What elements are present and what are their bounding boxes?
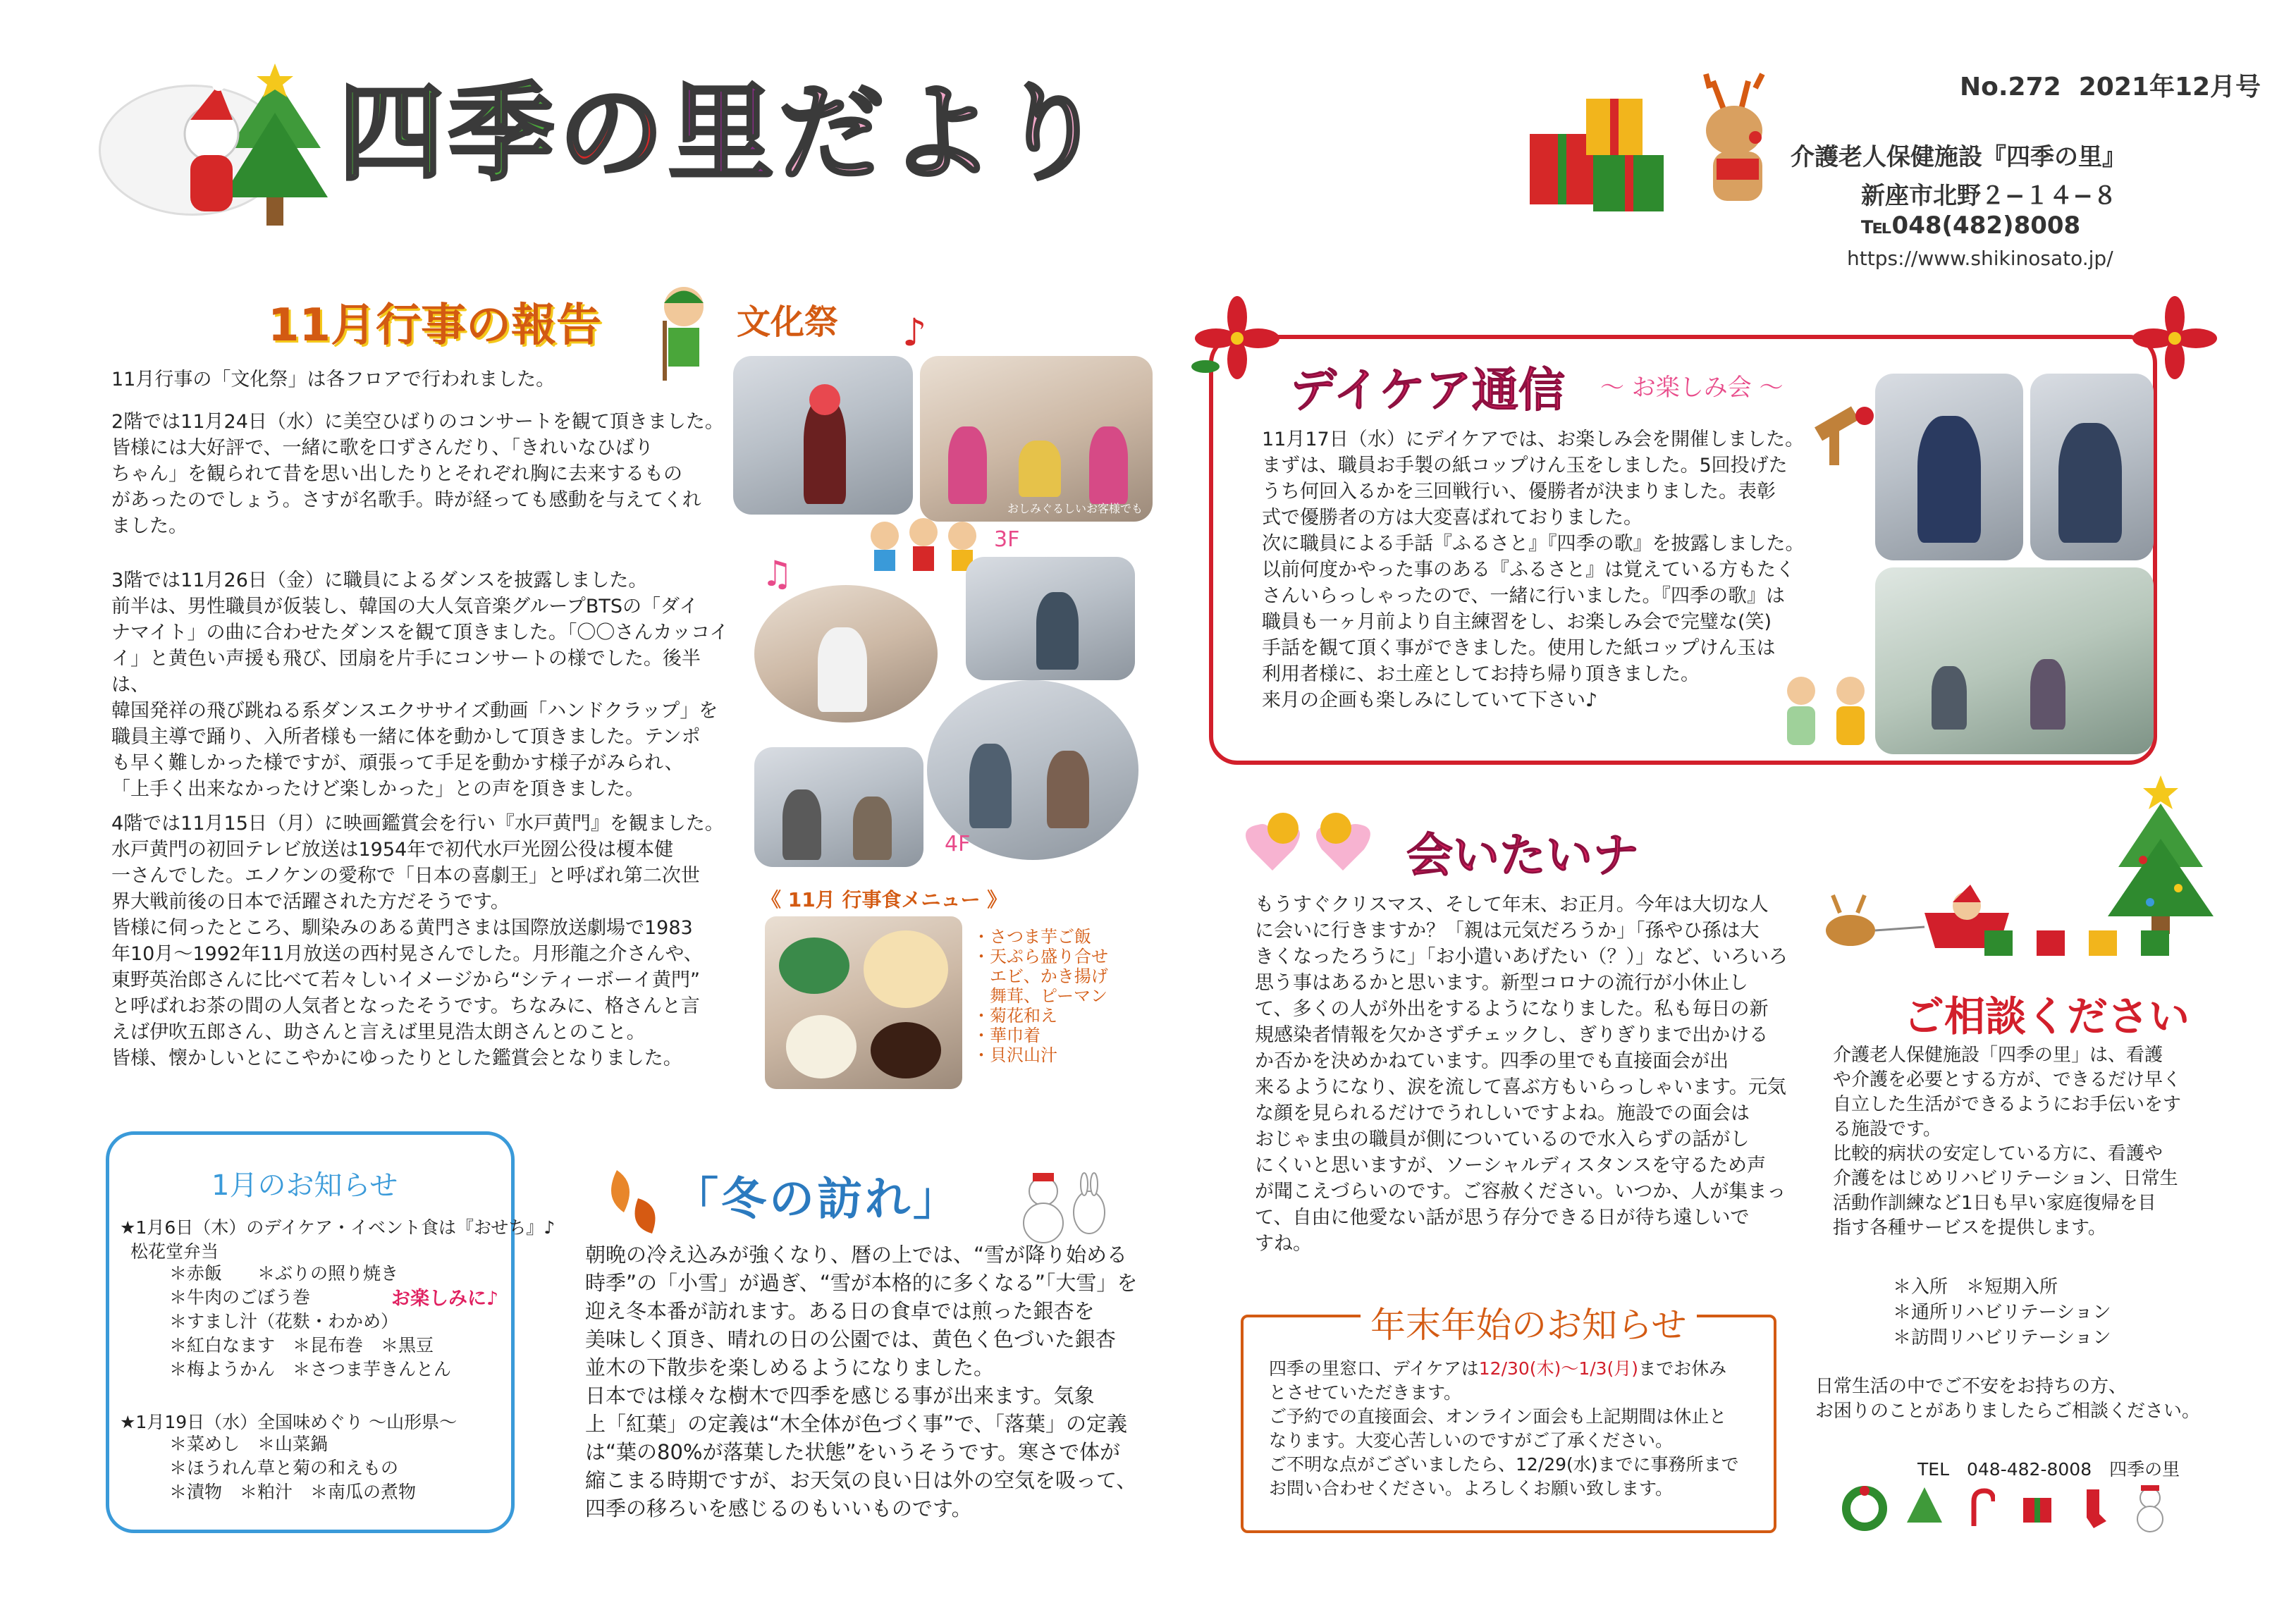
poinsettia-right-icon (2129, 296, 2221, 388)
autumn-leaves-icon (596, 1163, 673, 1241)
photo-4f-movie (754, 747, 923, 867)
service-item: ＊通所リハビリテーション (1893, 1302, 2111, 1323)
title-char-2: 季 (448, 73, 559, 195)
issue-number: No.272 2021年12月号 (1960, 73, 2261, 102)
facility-address: 新座市北野２−１４−８ (1861, 182, 2117, 210)
year-end-body: とさせていただきます。 ご予約での直接面会、オンライン面会も上記期間は休止と なります。大変心苦しいのですがご了承ください。 ご不明な点がございましたら、12/29(水)までに事務所まで お問い合わせください。よろしくお願い致します。 (1269, 1382, 1739, 1499)
photo-2f-concert (733, 356, 913, 515)
aitaina-title: 会いたいナ (1406, 828, 1639, 883)
facility-name: 介護老人保健施設『四季の里』 (1791, 143, 2126, 171)
title-char-3: の (558, 73, 669, 195)
november-paragraph-3: 3階では11月26日（金）に職員によるダンスを披露しました。 前半は、男性職員が仮装し、韓国の大人気音楽グループBTSの「ダイ ナマイト」の曲に合わせたダンスを観て頂きました。「〇〇さんカッコイ イ」と黄色い声援も飛び、団扇を片手にコンサートの様でした。後半は、 韓国発祥の飛び跳ねる系ダンスエクササイズ動画「ハンドクラップ」を 職員主導で踊り、入所者様も一緒に体を動かして頂きました。テンポ も早く難しかった様ですが、頑張って手足を動かす様子がみられ、 「上手く出来なかったけど楽しかった」との声を頂きました。 (111, 570, 729, 800)
january-yamagata-list (169, 1432, 416, 1504)
bears-hearts-illustration (1237, 800, 1392, 885)
photo-menu-meal (765, 916, 962, 1089)
photo-3f-residents (754, 585, 938, 723)
daycare-body: 11月17日（水）にデイケアでは、お楽しみ会を開催しました。 まずは、職員お手製の紙コップけん玉をしました。5回投げた うち何回入るかを三回戦行い、優勝者が決まりました。表彰 式で優勝者の方は大変喜ばれておりました。 次に職員による手話『ふるさと』『四季の歌』を披露しました。 以前何度かやった事のある『ふるさと』は覚えている方もたく さんいらっしゃったので、一緒に行いました。『四季の歌』は 職員も一ヶ月前より自主練習をし、お楽しみ会で完璧な(笑) 手話を観て頂く事ができました。使用した紙コップけん玉は 利用者様に、お土産としてお持ち帰り頂きました。 来月の企画も楽しみにしていて下さい♪ (1262, 429, 1805, 711)
floor-label-3f: 3F (994, 527, 1020, 552)
list-item: ＊漬物 ＊粕汁 ＊南瓜の煮物 (169, 1482, 417, 1502)
fun-callout: お楽しみに♪ (391, 1288, 499, 1310)
photo-daycare-1 (1875, 374, 2023, 560)
wreath-icon (1840, 1484, 1889, 1533)
gift-boxes-illustration (1523, 85, 1678, 219)
consult-title: ご相談ください (1903, 992, 2190, 1040)
daycare-subtitle: 〜 お楽しみ会 〜 (1600, 374, 1784, 402)
list-item: ＊梅ようかん ＊さつま芋きんとん (169, 1359, 452, 1379)
photo-daycare-2 (2030, 374, 2154, 560)
sign-language-people-illustration (1776, 670, 1875, 761)
service-item: ＊訪問リハビリテーション (1893, 1327, 2111, 1348)
january-notice-title: 1月のお知らせ (211, 1169, 398, 1202)
january-notice-line2: 松花堂弁当 (130, 1241, 219, 1262)
music-notes-pink-icon: ♫ (761, 553, 793, 594)
consult-tel: TEL 048-482-8008 四季の里 (1917, 1459, 2180, 1480)
november-paragraph-2: 2階では11月24日（水）に美空ひばりのコンサートを観て頂きました。 皆様には大好評で、一緒に歌を口ずさんだり、「きれいなひばり ちゃん」を観られて昔を思い出したりとそれぞれ胸に去来するもの があったのでしょう。さすが名歌手。時が経っても感動を与えてくれ ました。 (111, 411, 724, 537)
menu-title: 《 11月 行事食メニュー 》 (761, 888, 1007, 911)
children-illustration (864, 511, 983, 574)
menu-item: ・貝沢山汁 (973, 1045, 1057, 1065)
candy-icon (1967, 1487, 1995, 1530)
title-char-6: よ (888, 73, 999, 195)
snowman-small-icon (2132, 1484, 2168, 1533)
menu-item: ・天ぷら盛り合せ (973, 947, 1108, 966)
poinsettia-left-icon (1191, 296, 1283, 381)
menu-item: ・さつま芋ご飯 (973, 927, 1091, 947)
title-char-7: り (998, 73, 1109, 195)
aitaina-body: もうすぐクリスマス、そして年末、お正月。今年は大切な人 に会いに行きますか？「親は元気だろうか」「孫やひ孫は大 きくなったろうに」「お小遣いあげたい（？）」など、いろいろ 思う事はあるかと思います。新型コロナの流行が小休止し て、多くの人が外出をするようになりました。私も毎日の新 規感染者情報を欠かさずチェックし、ぎりぎりまで出かける か否かを決めかねています。四季の里でも直接面会が出 来るようになり、涙を流して喜ぶ方もいらっしゃいます。元気 な顔を見られるだけでうれしいですよね。施設での面会は おじゃま虫の職員が側についているので水入らずの話がし にくいと思いますが、ソーシャルディスタンスを守るため声 が聞こえづらいのです。ご容赦ください。いつか、人が集まっ て、自由に他愛ない話が思う存分できる日が待ち遠しいで すね。 (1255, 894, 1788, 1255)
newsletter-title (338, 73, 1109, 201)
consult-closing: 日常生活の中でご不安をお持ちの方、 お困りのことがありましたらご相談ください。 (1815, 1376, 2201, 1422)
year-end-line1 (1269, 1357, 1726, 1381)
music-note-icon: ♪ (902, 310, 927, 355)
menu-item: エビ、かき揚げ (973, 966, 1108, 986)
snowman-icon (1015, 1163, 1114, 1248)
daycare-title: デイケア通信 (1290, 363, 1566, 417)
consult-body: 介護老人保健施設「四季の里」は、看護 や介護を必要とする方が、できるだけ早く 自立した生活ができるようにお手伝いをす る施設です。 比較的病状の安定している方に、看護や 介護をはじめリハビリテーション、日常生 活動作訓練など1日も早い家庭復帰を目 指す各種サービスを提供します。 (1833, 1045, 2182, 1238)
list-item: ＊ほうれん草と菊の和えもの (169, 1458, 399, 1478)
menu-item: ・華巾着 (973, 1026, 1040, 1045)
menu-list (973, 927, 1108, 1065)
gift-icon (2141, 930, 2169, 956)
service-item: ＊入所 ＊短期入所 (1893, 1277, 2058, 1298)
facility-url[interactable]: https://www.shikinosato.jp/ (1847, 247, 2113, 270)
small-gifts-icons (1984, 930, 2169, 959)
november-heading: 11月行事の報告 (268, 300, 602, 352)
year-end-title: 年末年始のお知らせ (1361, 1297, 1697, 1348)
list-item: ＊赤飯 ＊ぶりの照り焼き (169, 1263, 399, 1284)
christmas-tree-icon (2101, 768, 2221, 937)
menu-item: 舞茸、ピーマン (973, 986, 1108, 1006)
november-paragraph-1: 11月行事の「文化祭」は各フロアで行われました。 (111, 369, 555, 391)
christmas-footer-decoration (1840, 1484, 2192, 1533)
stocking-icon (2080, 1489, 2108, 1528)
santa-tree-illustration (169, 56, 338, 240)
floor-label-4f: 4F (945, 832, 971, 856)
year-end-line1-post: までお休み (1638, 1358, 1727, 1379)
culture-festival-subheading: 文化祭 (737, 302, 839, 342)
list-item: ＊紅白なます ＊昆布巻 ＊黒豆 (169, 1335, 434, 1355)
winter-body: 朝晩の冷え込みが強くなり、暦の上では、“雪が降り始める 時季”の「小雪」が過ぎ、“雪が本格的に多くなる”「大雪」を 迎え冬本番が訪れます。ある日の食卓では煎った銀杏を 美味しく頂き、晴れの日の公園では、黄色く色づいた銀杏 並木の下散歩を楽しめるようになりました。 日本では様々な樹木で四季を感じる事が出来ます。気象 上「紅葉」の定義は“木全体が色づく事”で、「落葉」の定義 は“葉の80%が落葉した状態”をいうそうです。寒さで体が 縮こまる時期ですが、お天気の良い日は外の空気を吸って、 四季の移ろいを感じるのもいいものです。 (585, 1243, 1138, 1520)
title-char-1: 四 (338, 73, 449, 195)
title-char-4: 里 (668, 73, 779, 195)
gift-icon (2089, 930, 2117, 956)
january-notice-line3: ★1月19日（水）全国味めぐり 〜山形県〜 (120, 1412, 458, 1432)
mini-tree-icon (1907, 1487, 1942, 1530)
gift-icon (2037, 930, 2065, 956)
facility-tel: ℡048(482)8008 (1861, 211, 2081, 240)
photo-daycare-3 (1875, 567, 2154, 754)
january-notice-line1: ★1月6日（木）のデイケア・イベント食は『おせち』♪ (120, 1217, 555, 1238)
year-end-line1-pre: 四季の里窓口、デイケアは (1269, 1358, 1479, 1379)
reindeer-illustration (1685, 67, 1791, 215)
list-item: ＊菜めし ＊山菜鍋 (169, 1434, 329, 1454)
services-list (1893, 1274, 2111, 1351)
gift-icon (1984, 930, 2013, 956)
photo-caption-text: おしみぐるしいお客様でも (1007, 502, 1143, 515)
winter-title: 「冬の訪れ」 (673, 1174, 961, 1226)
menu-item: ・菊花和え (973, 1006, 1057, 1026)
list-item: ＊すまし汁（花麩・わかめ） (169, 1311, 399, 1332)
title-char-5: だ (778, 73, 889, 195)
january-osechi-list (169, 1262, 451, 1382)
list-item: ＊牛肉のごぼう巻 (169, 1287, 311, 1308)
november-paragraph-4: 4階では11月15日（月）に映画鑑賞会を行い『水戸黄門』を観ました。 水戸黄門の初回テレビ放送は1954年で初代水戸光圀公役は榎本健 一さんでした。エノケンの愛称で「日本の喜劇王」と呼ばれ第二次世 界大戦前後の日本で活躍された方だそうです。 皆様に伺ったところ、馴染みのある黄門さまは国際放送劇場で1983 年10月〜1992年11月放送の西村晃さんでした。月形龍之介さんや、 東野英治郎さんに比べて若々しいイメージから“シティーボーイ黄門” と呼ばれお茶の間の人気者となったそうです。ちなみに、格さんと言 えば伊吹五郎さん、助さんと言えば里見浩太朗さんとのこと。 皆様、懐かしいとにこやかにゆったりとした鑑賞会となりました。 (111, 813, 724, 1069)
closure-dates: 12/30(木)〜1/3(月) (1478, 1358, 1639, 1379)
photo-3f-dance (966, 557, 1135, 680)
present-icon (2020, 1491, 2055, 1526)
photo-2f-performance (920, 356, 1153, 522)
